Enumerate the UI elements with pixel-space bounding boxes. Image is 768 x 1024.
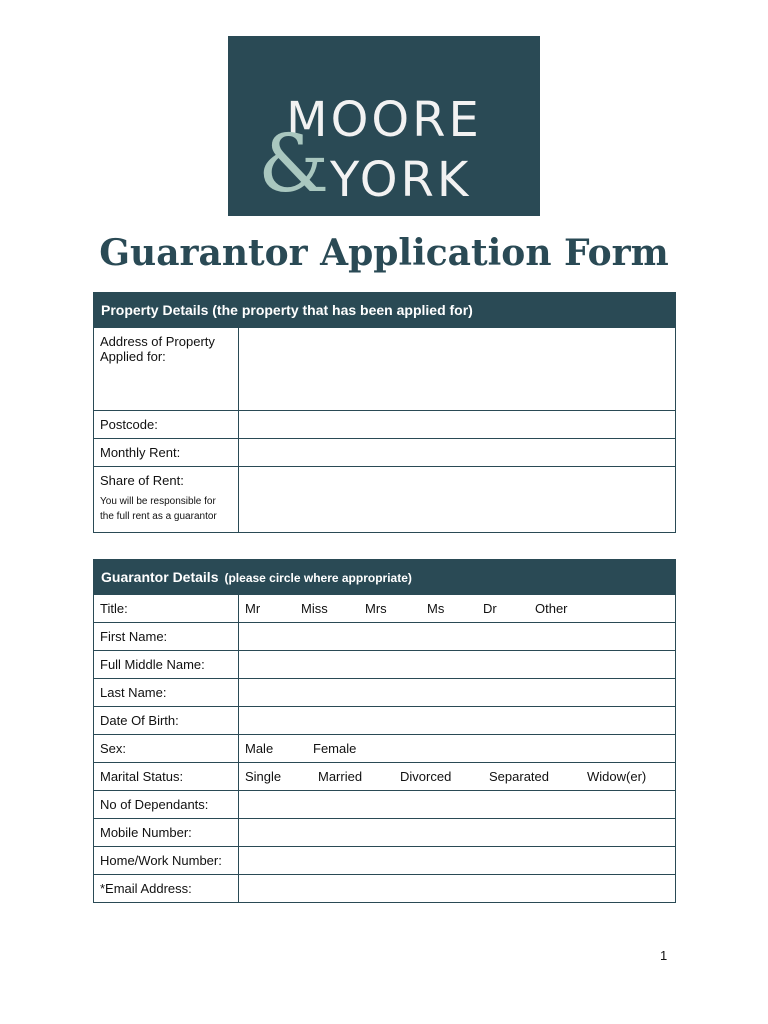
marital-option-separated[interactable]: Separated bbox=[489, 769, 549, 784]
sex-option-male[interactable]: Male bbox=[245, 741, 274, 756]
first-name-label: First Name: bbox=[94, 623, 239, 651]
dependants-label: No of Dependants: bbox=[94, 791, 239, 819]
logo-moore: MOORE bbox=[286, 92, 482, 148]
home-work-field[interactable] bbox=[239, 847, 676, 875]
sex-options bbox=[239, 735, 676, 763]
share-of-rent-note: You will be responsible for the full rent as a guarantor bbox=[100, 496, 217, 522]
share-of-rent-field[interactable] bbox=[239, 467, 676, 533]
monthly-rent-label: Monthly Rent: bbox=[94, 439, 239, 467]
company-logo bbox=[228, 36, 540, 216]
title-label: Title: bbox=[94, 595, 239, 623]
dob-label: Date Of Birth: bbox=[94, 707, 239, 735]
property-details-header: Property Details (the property that has been applied for) bbox=[94, 293, 676, 328]
middle-name-label: Full Middle Name: bbox=[94, 651, 239, 679]
guarantor-details-table bbox=[93, 559, 676, 903]
monthly-rent-field[interactable] bbox=[239, 439, 676, 467]
home-work-label: Home/Work Number: bbox=[94, 847, 239, 875]
logo-ampersand: & bbox=[258, 117, 330, 210]
property-details-table bbox=[93, 292, 676, 533]
sex-label: Sex: bbox=[94, 735, 239, 763]
email-label: *Email Address: bbox=[94, 875, 239, 903]
guarantor-header-sub: (please circle where appropriate) bbox=[224, 571, 412, 585]
share-of-rent-label: Share of Rent: bbox=[100, 473, 184, 488]
share-of-rent-cell bbox=[94, 467, 239, 533]
page-number: 1 bbox=[660, 948, 668, 963]
marital-options bbox=[239, 763, 676, 791]
title-options bbox=[239, 595, 676, 623]
postcode-label: Postcode: bbox=[94, 411, 239, 439]
title-option-other[interactable]: Other bbox=[535, 601, 568, 616]
email-field[interactable] bbox=[239, 875, 676, 903]
mobile-label: Mobile Number: bbox=[94, 819, 239, 847]
guarantor-details-header bbox=[94, 560, 676, 595]
marital-option-single[interactable]: Single bbox=[245, 769, 282, 784]
address-field[interactable] bbox=[239, 328, 676, 411]
first-name-field[interactable] bbox=[239, 623, 676, 651]
middle-name-field[interactable] bbox=[239, 651, 676, 679]
marital-option-divorced[interactable]: Divorced bbox=[400, 769, 452, 784]
last-name-label: Last Name: bbox=[94, 679, 239, 707]
guarantor-header-title: Guarantor Details bbox=[101, 569, 219, 585]
marital-option-married[interactable]: Married bbox=[318, 769, 363, 784]
dependants-field[interactable] bbox=[239, 791, 676, 819]
page-title: Guarantor Application Form bbox=[99, 232, 669, 274]
last-name-field[interactable] bbox=[239, 679, 676, 707]
address-label: Address of Property Applied for: bbox=[94, 328, 239, 411]
marital-option-widow[interactable]: Widow(er) bbox=[587, 769, 647, 784]
title-option-miss[interactable]: Miss bbox=[301, 601, 328, 616]
marital-status-label: Marital Status: bbox=[94, 763, 239, 791]
title-option-ms[interactable]: Ms bbox=[427, 601, 445, 616]
mobile-field[interactable] bbox=[239, 819, 676, 847]
sex-option-female[interactable]: Female bbox=[313, 741, 357, 756]
title-option-mr[interactable]: Mr bbox=[245, 601, 261, 616]
dob-field[interactable] bbox=[239, 707, 676, 735]
logo-york: YORK bbox=[330, 152, 472, 208]
title-option-mrs[interactable]: Mrs bbox=[365, 601, 387, 616]
title-option-dr[interactable]: Dr bbox=[483, 601, 497, 616]
postcode-field[interactable] bbox=[239, 411, 676, 439]
